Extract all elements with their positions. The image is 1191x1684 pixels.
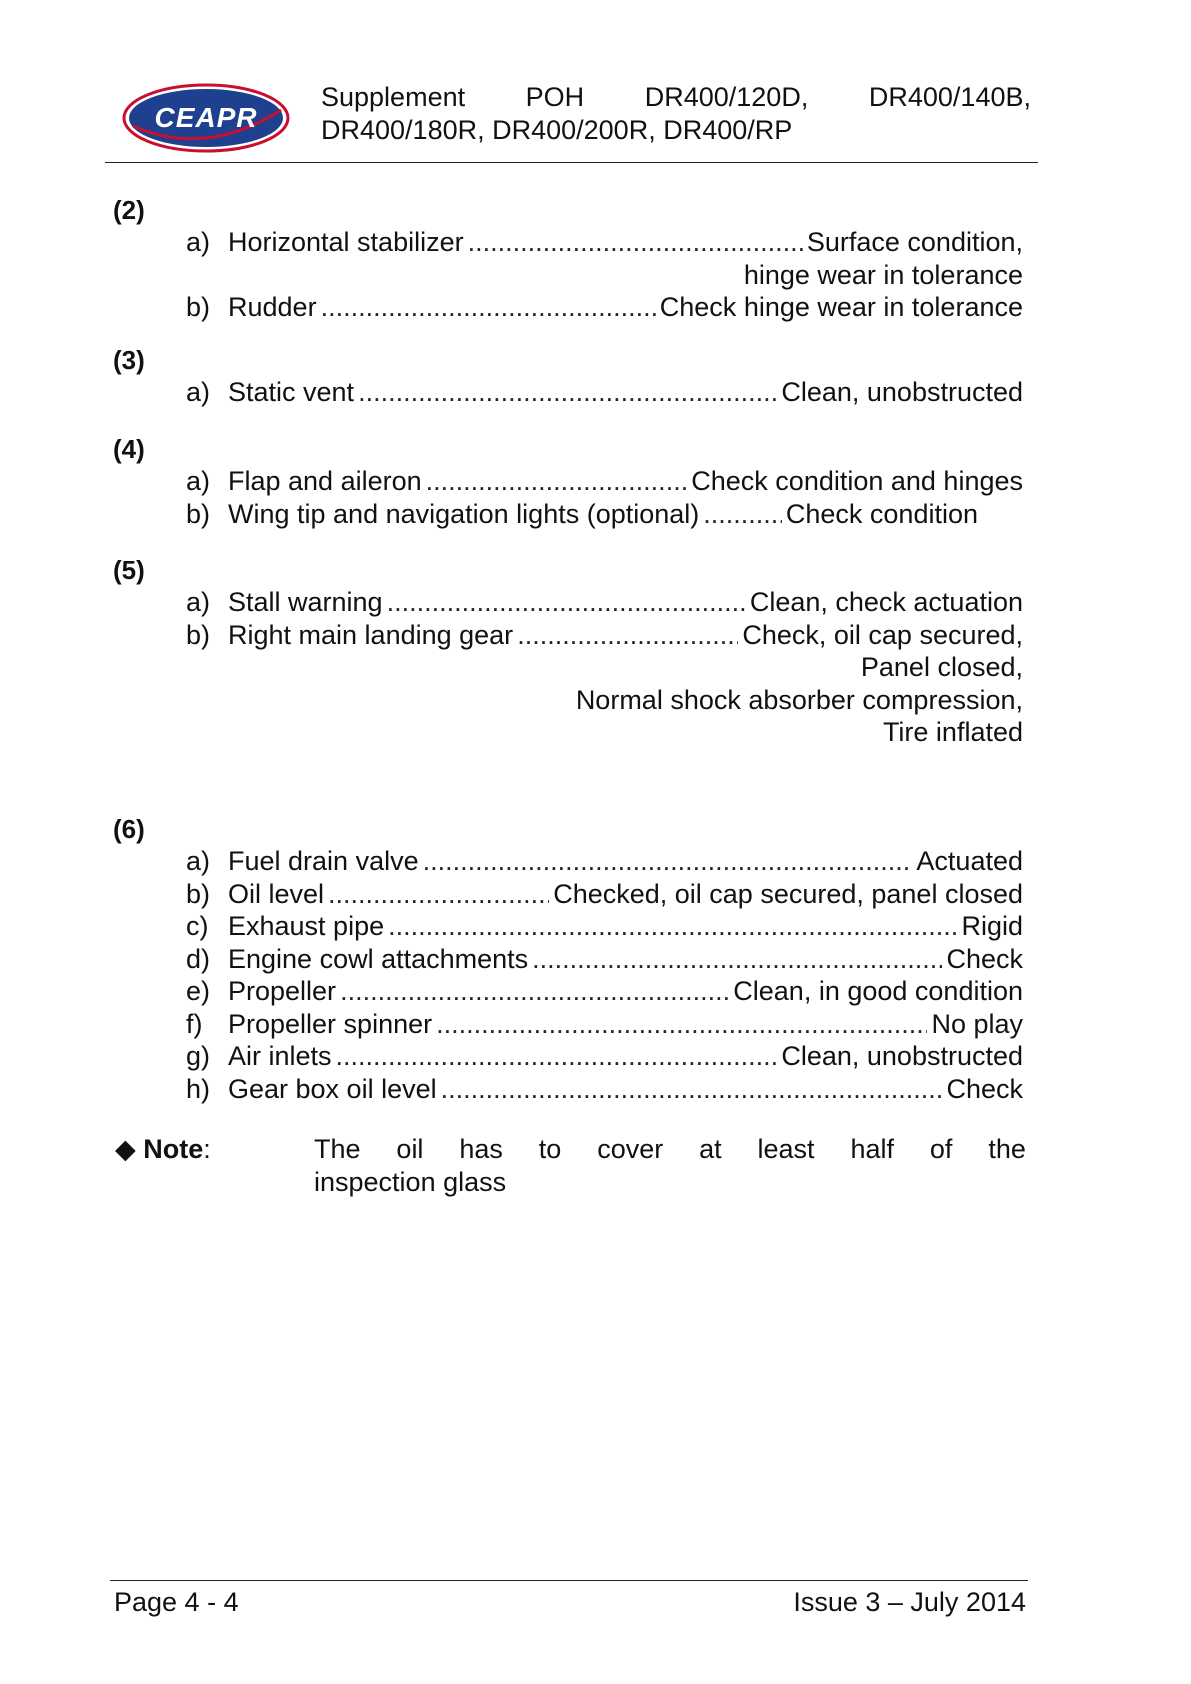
item-value: Actuated	[916, 846, 1023, 876]
dot-leader	[387, 586, 746, 619]
item-label: Exhaust pipe	[228, 911, 385, 941]
list-item	[186, 1008, 1023, 1041]
item-letter: a)	[186, 846, 211, 876]
item-label: Rudder	[228, 292, 317, 322]
page-header	[105, 78, 1038, 164]
page-number: Page 4 - 4	[114, 1587, 239, 1617]
note-text	[314, 1133, 1026, 1199]
item-continuation: hinge wear in tolerance	[743, 259, 1023, 290]
dot-leader	[336, 1040, 778, 1073]
page-footer	[114, 1586, 1026, 1619]
section-number: (6)	[113, 814, 145, 844]
ceapr-logo	[121, 80, 291, 156]
dot-leader	[388, 910, 957, 943]
section-number: (2)	[113, 195, 145, 225]
section-2	[113, 194, 1023, 324]
dot-leader	[532, 943, 942, 976]
item-value: No play	[931, 1008, 1023, 1039]
list-item	[186, 1040, 1023, 1073]
note-word: at	[699, 1134, 722, 1164]
dot-leader	[426, 465, 688, 498]
issue-date: Issue 3 – July 2014	[793, 1587, 1026, 1617]
section-number: (5)	[113, 555, 145, 585]
list-item	[186, 376, 1023, 409]
list-item	[186, 975, 1023, 1008]
item-value: Clean, check actuation	[749, 587, 1023, 617]
svg-text:CEAPR: CEAPR	[154, 102, 258, 133]
note-label: Note	[143, 1134, 204, 1164]
dot-leader	[358, 376, 777, 409]
item-value: Check condition and hinges	[691, 466, 1023, 496]
note-line-1	[314, 1133, 1026, 1166]
item-letter: a)	[186, 587, 211, 617]
header-word: DR400/120D,	[644, 82, 809, 112]
item-label: Horizontal stabilizer	[228, 227, 464, 257]
section-4	[113, 433, 1023, 530]
header-word: DR400/140B,	[868, 82, 1031, 112]
note-word: oil	[396, 1134, 424, 1164]
item-label: Static vent	[228, 377, 355, 407]
section-5	[113, 554, 1023, 749]
list-item	[186, 465, 1023, 498]
header-divider	[105, 162, 1038, 163]
item-letter: a)	[186, 377, 211, 407]
item-letter: b)	[186, 498, 211, 529]
item-value: Checked, oil cap secured, panel closed	[553, 878, 1023, 909]
dot-leader	[340, 975, 729, 1008]
section-6	[113, 813, 1023, 1105]
list-item	[186, 1073, 1023, 1106]
list-item	[186, 910, 1023, 943]
item-continuation: Normal shock absorber compression,	[575, 684, 1023, 715]
item-label: Gear box oil level	[228, 1073, 437, 1104]
note-word: half	[850, 1134, 895, 1164]
item-value: Clean, in good condition	[733, 976, 1023, 1006]
dot-leader	[423, 845, 913, 878]
note-line-2: inspection glass	[314, 1167, 507, 1197]
item-value: Clean, unobstructed	[781, 1041, 1023, 1071]
item-label: Propeller spinner	[228, 1008, 433, 1039]
note-word: has	[459, 1134, 503, 1164]
item-label: Flap and aileron	[228, 466, 422, 496]
item-label: Stall warning	[228, 587, 383, 617]
list-item	[186, 943, 1023, 976]
item-label: Wing tip and navigation lights (optional)	[228, 498, 700, 529]
item-value: Check condition	[785, 498, 978, 529]
section-number: (4)	[113, 434, 145, 464]
note-word: to	[538, 1134, 562, 1164]
list-item	[186, 878, 1023, 911]
list-item	[186, 291, 1023, 324]
list-item	[186, 226, 1023, 291]
header-line-2: DR400/180R, DR400/200R, DR400/RP	[321, 115, 793, 145]
diamond-bullet-icon: ◆	[115, 1134, 136, 1164]
item-value: Check hinge wear in tolerance	[659, 292, 1023, 322]
header-line-1	[321, 81, 1031, 114]
item-letter: g)	[186, 1041, 211, 1071]
item-value: Clean, unobstructed	[781, 377, 1023, 407]
item-value: Check	[946, 943, 1023, 974]
item-value: Check, oil cap secured,	[742, 619, 1023, 650]
item-letter: a)	[186, 466, 211, 496]
item-continuation: Tire inflated	[882, 717, 1023, 747]
dot-leader	[468, 226, 803, 259]
dot-leader	[703, 498, 782, 531]
note-heading	[115, 1133, 211, 1166]
note-word: of	[929, 1134, 953, 1164]
footer-divider	[110, 1580, 1028, 1581]
section-number: (3)	[113, 345, 145, 375]
item-label: Oil level	[228, 878, 325, 909]
note-word: least	[757, 1134, 815, 1164]
header-word: POH	[525, 82, 585, 112]
note-colon: :	[203, 1134, 211, 1164]
list-item	[186, 586, 1023, 619]
list-item	[186, 498, 978, 531]
item-value: Check	[946, 1073, 1023, 1104]
note-word: The	[314, 1134, 361, 1164]
section-3	[113, 344, 1023, 409]
item-label: Engine cowl attachments	[228, 943, 529, 974]
note-word: the	[988, 1134, 1026, 1164]
item-value: Rigid	[961, 911, 1023, 941]
note-word: cover	[597, 1134, 664, 1164]
item-label: Right main landing gear	[228, 619, 514, 650]
item-letter: d)	[186, 943, 211, 974]
item-letter: h)	[186, 1073, 211, 1104]
item-letter: a)	[186, 227, 211, 257]
dot-leader	[436, 1008, 927, 1041]
item-letter: c)	[186, 911, 209, 941]
item-letter: e)	[186, 976, 211, 1006]
dot-leader	[517, 619, 738, 652]
dot-leader	[328, 878, 549, 911]
header-title	[321, 81, 1031, 147]
item-label: Air inlets	[228, 1041, 332, 1071]
item-label: Fuel drain valve	[228, 846, 419, 876]
item-value: Surface condition,	[806, 227, 1023, 257]
item-letter: b)	[186, 878, 211, 909]
list-item	[186, 845, 1023, 878]
item-letter: f)	[186, 1008, 203, 1039]
dot-leader	[441, 1073, 943, 1106]
list-item	[186, 619, 1023, 749]
item-continuation: Panel closed,	[860, 652, 1023, 682]
item-label: Propeller	[228, 976, 337, 1006]
item-letter: b)	[186, 619, 211, 650]
item-letter: b)	[186, 292, 211, 322]
dot-leader	[321, 291, 656, 324]
header-word: Supplement	[321, 82, 466, 112]
